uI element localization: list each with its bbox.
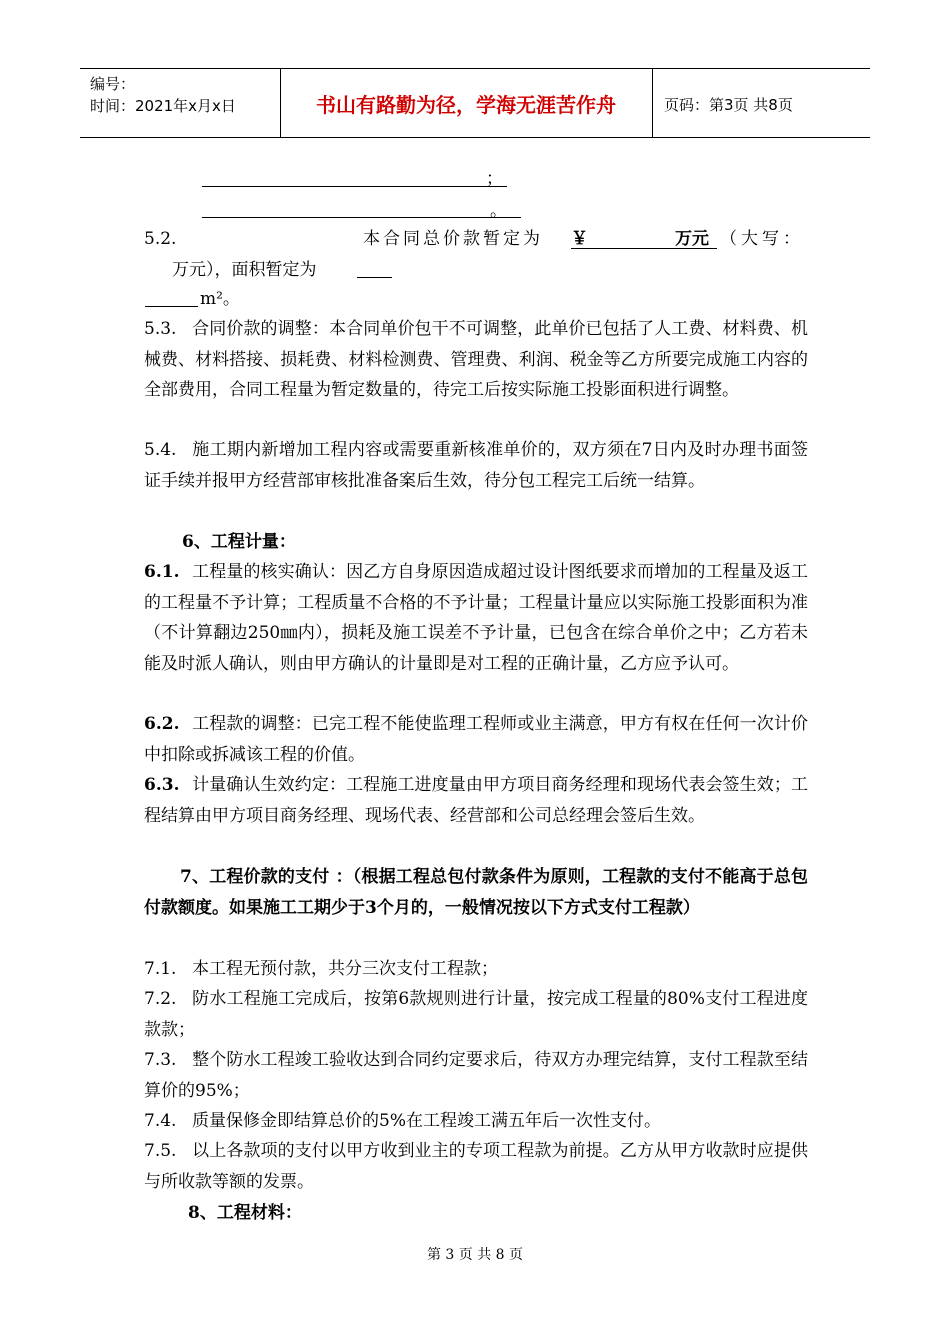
document-number-label: 编号： (90, 75, 136, 93)
clause-number: 7.3. (144, 1050, 177, 1070)
clause-number: 6.3. (144, 775, 180, 795)
clause-text: 工程量的核实确认：因乙方自身原因造成超过设计图纸要求而增加的工程量及返工的工程量不予计算；工程质量不合格的不予计量；工程量计量应以实际施工投影面积为准（不计算翻边250㎜内），损耗及施工误差不予计量，已包含在综合单价之中；乙方若未能及时派人确认，则由甲方确认的计量即是对工程的正确计量，乙方应予认可。 (144, 562, 808, 674)
clause-text: 计量确认生效约定：工程施工进度量由甲方项目商务经理和现场代表会签生效；工程结算由甲方项目商务经理、现场代表、经营部和公司总经理会签后生效。 (144, 775, 808, 826)
clause-number: 5.4. (144, 440, 177, 460)
blank-line (202, 186, 507, 187)
clause-text: 整个防水工程竣工验收达到合同约定要求后，待双方办理完结算，支付工程款至结算价的95%； (144, 1050, 808, 1101)
page-footer: 第 3 页 共 8 页 (426, 1247, 524, 1263)
clause-5-3 (144, 314, 808, 406)
blank-line (145, 306, 198, 307)
clause-number: 7.4. (144, 1111, 177, 1131)
page-header (80, 68, 870, 138)
section-heading: 6、工程计量： (182, 532, 296, 552)
blank-line-period: 。 (490, 201, 507, 221)
section-heading-text: 7、工程价款的支付 ：（根据工程总包付款条件为原则，工程款的支付不能高于总包付款额度。如果施工工期少于3个月的，一般情况按以下方式支付工程款） (144, 867, 808, 918)
clause-6-2 (144, 709, 808, 770)
clause-number: 7.1. (144, 959, 177, 979)
clause-text: （大写： (720, 229, 804, 249)
clause-number: 6.1. (144, 562, 180, 582)
clause-text: 以上各款项的支付以甲方收到业主的专项工程款为前提。乙方从甲方收款时应提供与所收款等额的发票。 (144, 1141, 808, 1192)
blank-line (202, 217, 521, 218)
clause-7-3 (144, 1045, 808, 1106)
clause-7-2 (144, 984, 808, 1045)
clause-text: 工程款的调整：已完工程不能使监理工程师或业主满意，甲方有权在任何一次计价中扣除或拆减该工程的价值。 (144, 714, 808, 765)
currency-symbol: ￥ (571, 229, 588, 249)
clause-number: 7.2. (144, 989, 177, 1009)
clause-number: 7.5. (144, 1141, 177, 1161)
clause-7-1 (144, 954, 808, 985)
header-divider (652, 69, 653, 137)
unit-label: m²。 (200, 289, 240, 309)
clause-number: 6.2. (144, 714, 180, 734)
clause-text: 防水工程施工完成后，按第6款规则进行计量，按完成工程量的80%支付工程进度款款； (144, 989, 808, 1040)
clause-text: 合同价款的调整：本合同单价包干不可调整，此单价已包括了人工费、材料费、机械费、材料搭接、损耗费、材料检测费、管理费、利润、税金等乙方所要完成施工内容的全部费用，合同工程量为暂定数量的，待完工后按实际施工投影面积进行调整。 (144, 319, 808, 400)
header-meta (90, 73, 236, 117)
clause-5-4 (144, 435, 808, 496)
clause-7-4 (144, 1106, 808, 1137)
clause-7-5 (144, 1136, 808, 1197)
section-heading: 8、工程材料： (188, 1203, 302, 1223)
clause-text: 本合同总价款暂定为 (363, 229, 543, 249)
clause-text: 万元），面积暂定为 (172, 260, 317, 280)
unit-label: 万元 (675, 229, 709, 249)
clause-text: 施工期内新增加工程内容或需要重新核准单价的，双方须在7日内及时办理书面签证手续并报甲方经营部审核批准备案后生效，待分包工程完工后统一结算。 (144, 440, 808, 491)
clause-text: 质量保修金即结算总价的5%在工程竣工满五年后一次性支付。 (192, 1111, 661, 1131)
section-heading (144, 862, 808, 923)
header-page-number: 页码：第3页 共8页 (664, 96, 793, 114)
blank-line (357, 277, 392, 278)
clause-6-1 (144, 557, 808, 679)
blank-line-semicolon: ； (486, 169, 503, 189)
clause-number: 5.2. (144, 229, 177, 249)
document-date-label: 时间：2021年x月x日 (90, 97, 236, 115)
header-motto: 书山有路勤为径，学海无涯苦作舟 (316, 93, 616, 117)
clause-text: 本工程无预付款，共分三次支付工程款； (192, 959, 498, 979)
clause-6-3 (144, 770, 808, 831)
clause-number: 5.3. (144, 319, 177, 339)
